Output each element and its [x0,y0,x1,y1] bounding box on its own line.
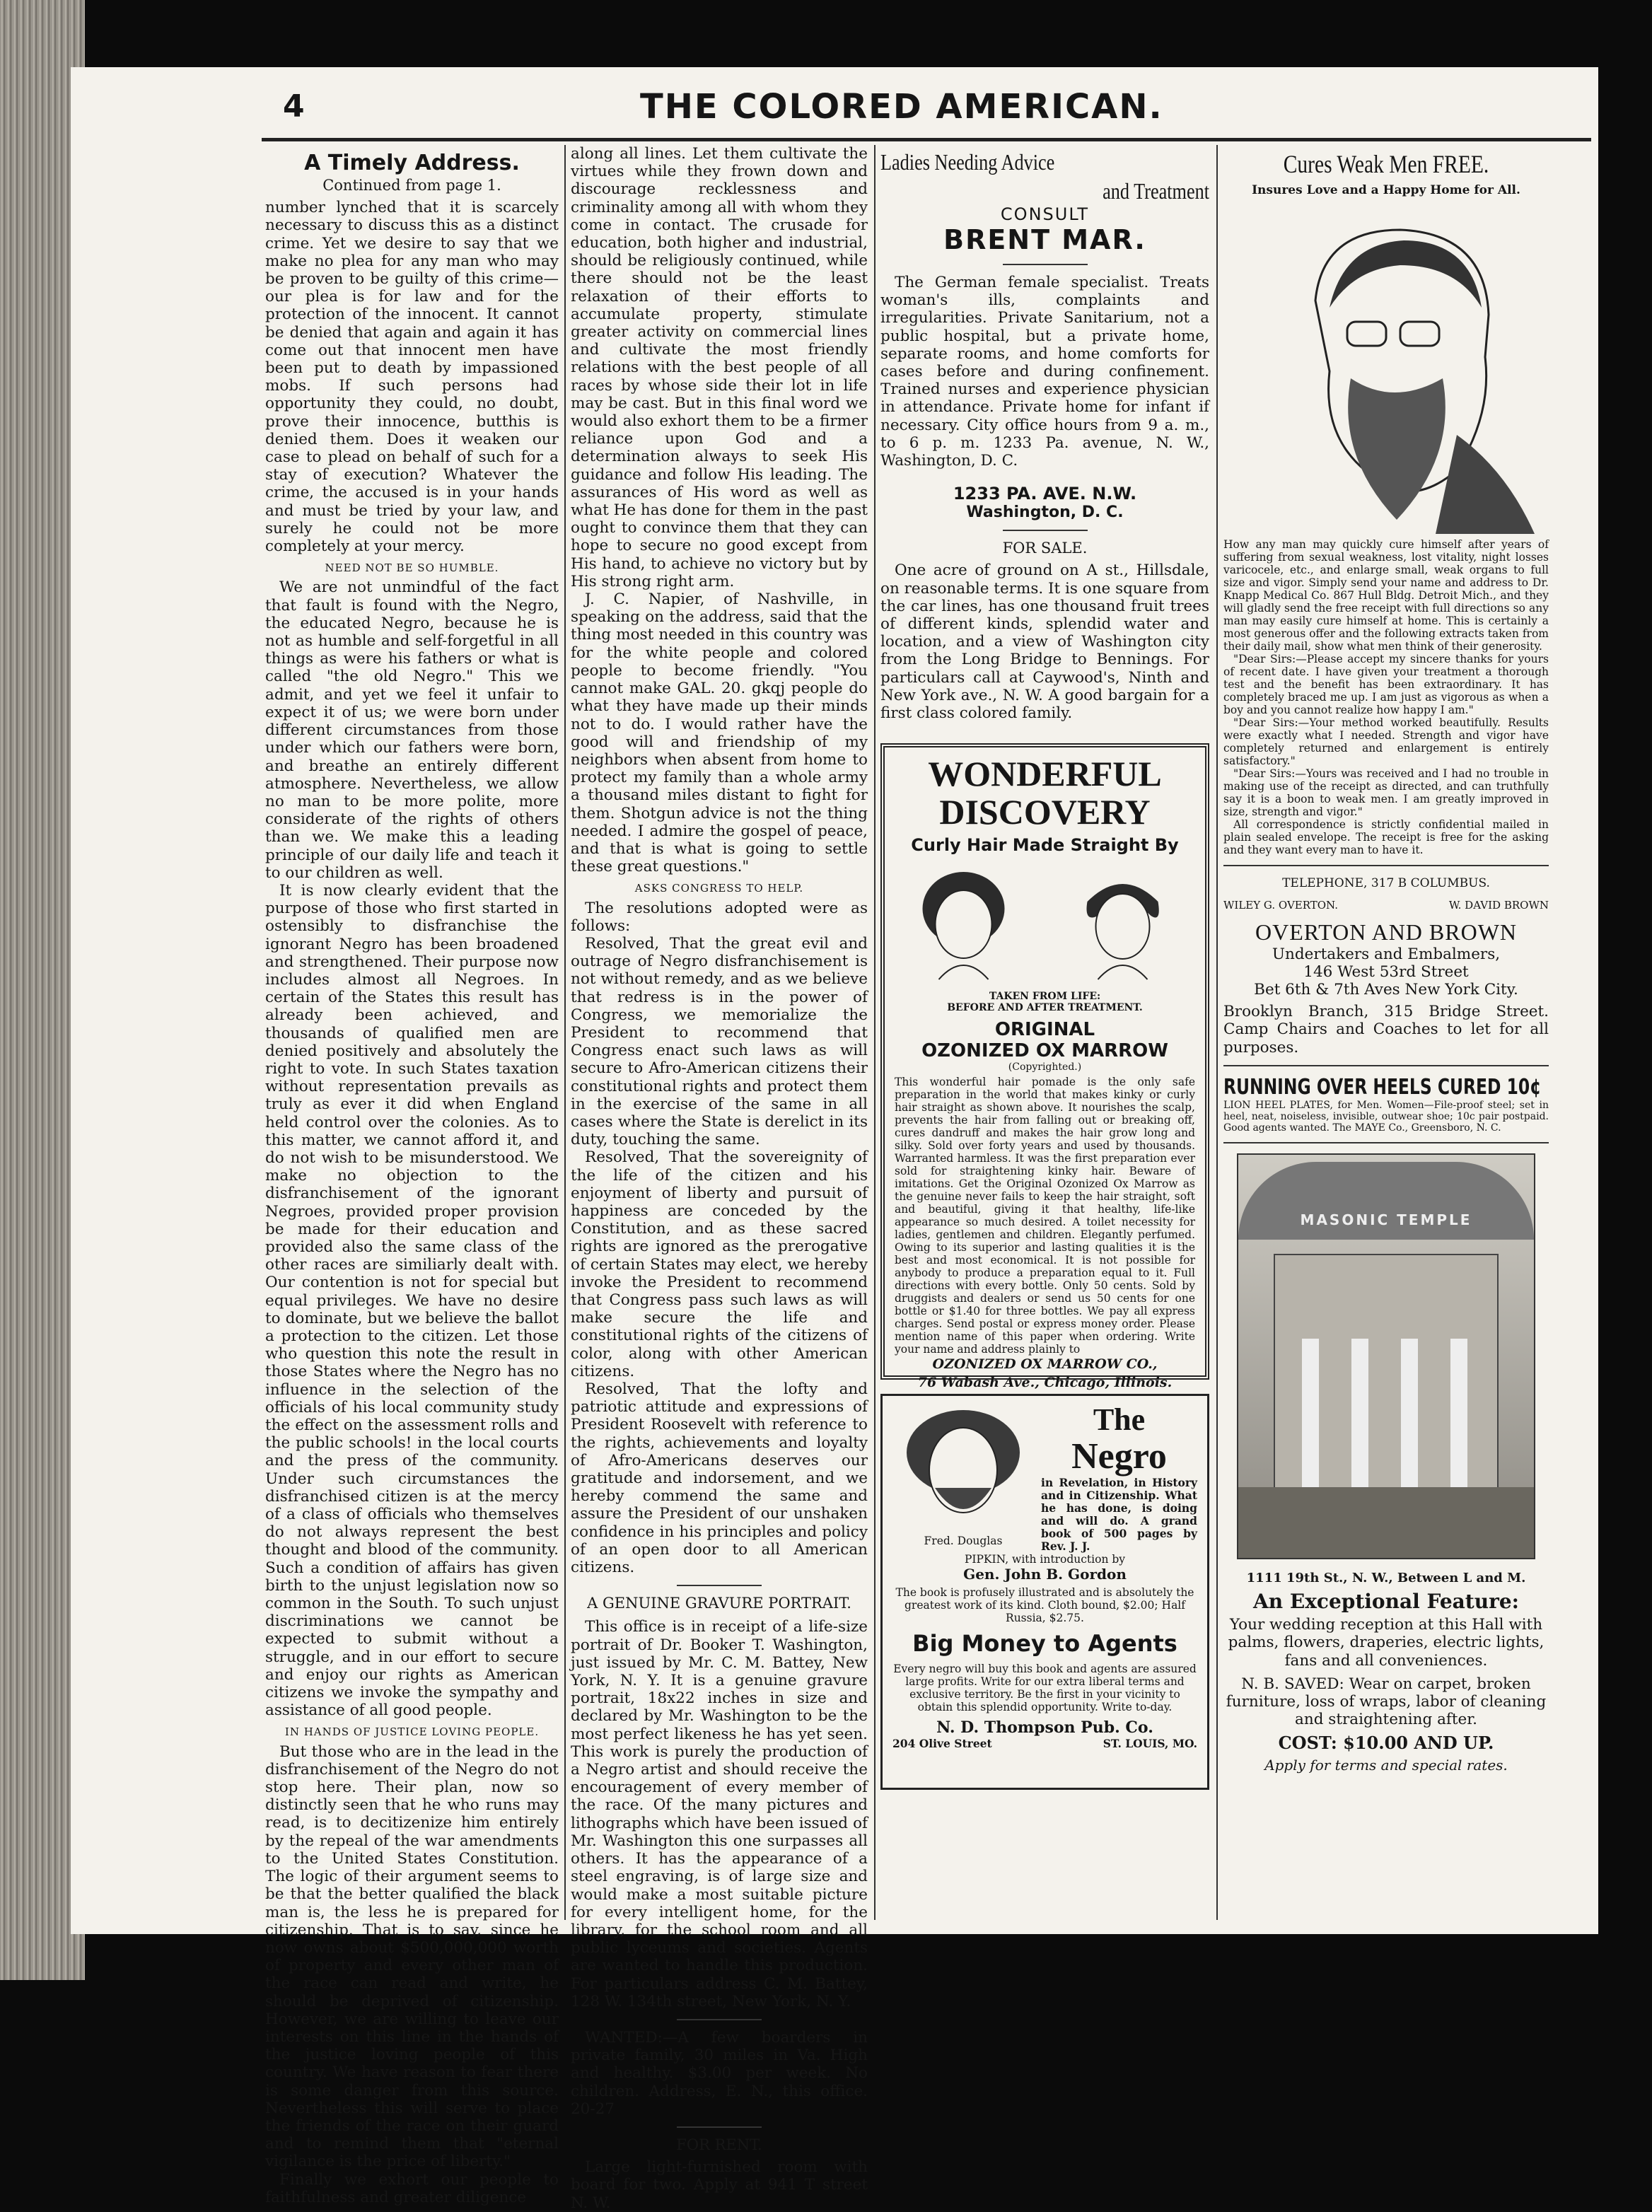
exceptional-heading: An Exceptional Feature: [1253,1590,1519,1614]
taken-from-life: TAKEN FROM LIFE: [989,991,1101,1003]
ozonized-company: OZONIZED OX MARROW CO., [932,1356,1158,1373]
masonic-temple-photo [1237,1153,1535,1559]
subheading: IN HANDS OF JUSTICE LOVING PEOPLE. [284,1725,540,1739]
newspaper-page [71,67,1598,2212]
negro-book-ad [880,1394,1209,1790]
gordon-line: Gen. John B. Gordon [963,1566,1127,1583]
discovery-heading: DISCOVERY [939,792,1151,832]
column-divider [874,145,876,1920]
column-1 [265,145,559,2206]
subheading: NEED NOT BE SO HUMBLE. [325,561,499,575]
ladies-line-2: and Treatment [1103,178,1209,204]
ozonized-name: OZONIZED OX MARROW [921,1040,1168,1062]
photo-sign: MASONIC TEMPLE [1300,1211,1472,1228]
divider [677,2019,762,2020]
before-after-caption: BEFORE AND AFTER TREATMENT. [947,1002,1143,1014]
original-label: ORIGINAL [994,1019,1095,1041]
resolution-paragraph: Resolved, That the lofty and patriotic attitude and expressions of President Roosevelt with reference to the rights, achievements and loyalty of Afro-Americans deserves our gratitude and indorsement, and we hereby commend the same and assure the President of our unshaken confidence in his principles and policy of an open door to all American citizens. [571,1380,868,1577]
divider [677,2126,762,2128]
article-paragraph: The resolutions adopted were as follows: [571,899,868,935]
ozonized-address: 76 Wabash Ave., Chicago, Illinois. [917,1374,1173,1390]
for-sale-notice: One acre of ground on A st., Hillsdale, on reasonable terms. It is one square from the car lines, has one thousand fruit trees of different kinds, splendid water and location, and a view of Washington city from the Long Bridge to Bennings. For particulars call at Caywood's, Ninth and New York ave., N. W. A good bargain for a first class colored family. [880,561,1209,723]
divider [677,1585,762,1586]
bet-line: Bet 6th & 7th Aves New York City. [1254,981,1518,999]
divider [1223,1142,1549,1143]
testimonial-3: "Dear Sirs:—Yours was received and I had no trouble in making use of the receipt as directed, and can truthfully say it is a boon to weak men. I am greatly improved in size, strength and vigor." [1223,767,1549,819]
article-paragraph: along all lines. Let them cultivate the virtues while they frown down and discourage recklessness and criminality among all with whom they come in contact. The crusade for education, both higher and industrial, should be religiously continued, while there should not be the least relaxation of their efforts to accumulate property, stimulate greater activity on commercial lines and cultivate the most friendly relations with the best people of all races by whose side their lot in life may be cast. But in this final word we would also exhort them to be a firmer reliance upon God and a determination always to seek His guidance and follow His leading. The assurances of His word as well as what He has done for them in the past ought to convince them that they can hope to secure no good except from His hand, to achieve no victory but by His strong right arm. [571,145,868,590]
hall-address: 1111 19th St., N. W., Between L and M. [1246,1570,1526,1585]
for-rent-notice: Large light-furnished room with board for two. Apply at 941 T street N. W. [571,2158,868,2212]
brent-mar-body: The German female specialist. Treats woman's ills, complaints and irregularities. Private Sanitarium, not a public hospital, but a private home, separate rooms, and home comforts for cases before and during confinement. Trained nurses and experience physician in attendance. Private home for infant if necessary. City office hours from 9 a. m., to 6 p. m. 1233 Pa. avenue, N. W., Washington, D. C. [880,274,1209,470]
testimonial-2: "Dear Sirs:—Your method worked beautifully. Results were exactly what I needed. Strength and vigor have completely returned and enlargement is entirely satisfactory." [1223,716,1549,768]
thompson-city: ST. LOUIS, MO. [1103,1736,1197,1750]
article-paragraph: It is now clearly evident that the purpose of those who first started in ostensibly to disfranchise the ignorant Negro has been broadened and strengthened. Their purpose now includes almost all Negroes. In certain of the States this result has already been achieved, and thousands of qualified men are denied positively and absolutely the right to vote. In such States taxation without representation prevails as truly as ever it did when England held control over the colonies. As to this matter, we cannot afford it, and do not wish to be misunderstood. We make no objection to the disfranchisement of the ignorant Negroes, provided proper provision be made for their education and provided also the same class of the other races are similiarly dealt with. Our contention is not for special but equal privileges. We have no desire to dominate, but we believe the ballot a protection to the citizen. Let those who question this note the result in those States where the Negro has no influence in the selection of the officials of his local community study the effect on the assessment rolls and the public schools! in the local courts and the press of the community. Under such circumstances the disfranchised citizen is at the mercy of a class of officials who themselves do not always represent the best thought and blood of the community. Such a condition of affairs has given birth to the unjust legislation now so common in the South. To such unjust discriminations we cannot be expected to submit without a struggle, and in our effort to secure and enjoy our rights as American citizens we invoke the sympathy and assistance of all good people. [265,881,559,1720]
brent-mar-ad [880,149,1209,521]
the-label: The [1093,1402,1146,1438]
insures-line: Insures Love and a Happy Home for All. [1252,183,1520,197]
confidential-note: All correspondence is strictly confidential mailed in plain sealed envelope. The receipt is free for the asking and they want every man to have it. [1223,818,1549,857]
street-line: 146 West 53rd Street [1303,962,1469,981]
pipkin-line: PIPKIN, with introduction by [964,1553,1126,1566]
divider [1003,530,1088,531]
divider [1223,1065,1549,1066]
for-rent-heading: FOR RENT. [676,2136,762,2153]
column-divider [1216,145,1218,1920]
wedding-body: Your wedding reception at this Hall with palms, flowers, draperies, electric lights, fans and all conveniences. [1228,1616,1545,1670]
negro-book-body: The book is profusely illustrated and is absolutely the greatest work of its kind. Cloth bound, $2.00; Half Russia, $2.75. [895,1586,1194,1625]
lion-body: LION HEEL PLATES, for Men. Women—File-proof steel; set in heel, neat, noiseless, invisible, outwear shoe; 10c pair postpaid. Good agents wanted. The MAYE Co., Greensboro, N. C. [1223,1099,1549,1134]
ozonized-body: This wonderful hair pomade is the only safe preparation in the world that makes kinky or curly hair straight as shown above. It nourishes the scalp, prevents the hair from falling out or breaking off, cures dandruff and makes the hair grow long and silky. Sold over forty years and used by thousands. Warranted harmless. It was the first preparation ever sold for straightening kinky hair. Beware of imitations. Get the Original Ozonized Ox Marrow as the genuine never fails to keep the hair straight, soft and beautiful, giving it that healthy, life-like appearance so much desired. A toilet necessity for ladies, gentlemen and children. Elegantly perfumed. Owing to its superior and lasting qualities it is the best and most economical. It is not possible for anybody to produce a preparation equal to it. Full directions with every bottle. Only 50 cents. Sold by druggists and dealers or send us 50 cents for one bottle or $1.40 for three bottles. We pay all express charges. Send postal or express money order. Please mention name of this paper when ordering. Write your name and address plainly to [895,1076,1195,1356]
telephone-line: TELEPHONE, 317 B COLUMBUS. [1282,876,1490,891]
divider [1003,264,1088,265]
ozonized-ox-marrow-ad [880,743,1209,1390]
lion-heel-ad [1223,1075,1549,1134]
brent-mar-address: 1233 PA. AVE. N.W. [953,484,1137,504]
douglass-portrait [892,1403,1034,1530]
cures-heading: Cures Weak Men FREE. [1283,150,1489,178]
wonderful-heading: WONDERFUL [928,754,1162,794]
column-3 [880,145,1209,1927]
big-money-heading: Big Money to Agents [912,1630,1177,1658]
consult-label: CONSULT [1000,204,1090,224]
cures-body: How any man may quickly cure himself after years of suffering from sexual weakness, lost vitality, night losses varicocele, etc., and enlarge small, weak organs to full size and vigor. Simply send your name and address to Dr. Knapp Medical Co. 867 Hull Bldg. Detroit Mich., and they will gladly send the free receipt with full directions so any man may easily cure himself at home. This is certainly a most generous offer and the following extracts taken from their daily mail, show what men think of their generosity. [1223,538,1549,653]
resolution-paragraph: Resolved, That the sovereignity of the life of the citizen and his enjoyment of liberty and pursuit of happiness are conceded by the Constitution, and as these sacred rights are ignored as the prerogative of certain States may elect, we hereby invoke the President to recommend that Congress pass such laws as will make secure the life and constitutional rights of the citizens of color, along with other American citizens. [571,1148,868,1380]
overton-brown-ad [1223,875,1549,1056]
negro-title: Negro [1071,1436,1167,1477]
for-sale-heading: FOR SALE. [1002,540,1088,557]
firm-name: OVERTON AND BROWN [1255,919,1518,945]
partner-brown: W. DAVID BROWN [1448,899,1549,912]
article-paragraph: But those who are in the lead in the disfranchisement of the Negro do not stop here. Their plan, now so distinctly seen that he who runs may read, is to decitizenize him entirely by the repeal of the war amendments to the United States Constitution. The logic of their argument seems to be that the better qualified the black man is, the less he is prepared for citizenship. That is to say, since he now owns about $500,000,000 worth of property and every other man of the race can read and write, he should be deprived of citizenship. However, we are willing to leave our interests on this line in the hands of the justice loving people of this country. We have reason to fear there is some danger from this source. Nevertheless this will serve to place the friends of the race on their guard and to remind them that "eternal vigilance is the price of liberty." [265,1742,559,2171]
paper-title: THE COLORED AMERICAN. [640,87,1163,127]
undertakers-line: Undertakers and Embalmers, [1272,945,1501,963]
douglass-caption: Fred. Douglas [924,1535,1003,1548]
gravure-heading: A GENUINE GRAVURE PORTRAIT. [587,1595,851,1612]
doctor-portrait [1223,202,1549,534]
running-heading: RUNNING OVER HEELS CURED 10¢ [1223,1074,1542,1100]
saved-body: N. B. SAVED: Wear on carpet, broken furniture, loss of wraps, labor of cleaning and straightening after. [1226,1675,1547,1729]
divider [1223,865,1549,866]
column-2 [571,145,868,2212]
article-paragraph: Finally we exhort our people to faithfulness and greater diligence [265,2170,559,2206]
thompson-street: 204 Olive Street [892,1736,992,1750]
brooklyn-line: Brooklyn Branch, 315 Bridge Street. Camp Chairs and Coaches to let for all purposes. [1223,1003,1549,1056]
column-divider [564,145,566,1920]
brent-mar-city: Washington, D. C. [966,503,1124,522]
negro-description: in Revelation, in History and in Citizenship. What he has done, is doing and will do. A grand book of 500 pages by Rev. J. J. [1041,1476,1197,1554]
continued-note: Continued from page 1. [322,177,501,194]
subheading: ASKS CONGRESS TO HELP. [634,882,804,895]
column-4 [1223,145,1549,1927]
testimonial-1: "Dear Sirs:—Please accept my sincere thanks for yours of recent date. I have given your treatment a thorough test and the benefit has been extraordinary. It has completely braced me up. I am just as vigorous as when a boy and you cannot realize how happy I am." [1223,653,1549,717]
gravure-paragraph: This office is in receipt of a life-size portrait of Dr. Booker T. Washington, just issued by Mr. C. M. Battey, New York, N. Y. It is a genuine gravure portrait, 18x22 inches in size and declared by Mr. Washington to be the most perfect likeness he has yet seen. This work is purely the production of a Negro artist and should receive the encouragement of every member of the race. Of the many pictures and lithographs which have been issued of Mr. Washington this one surpasses all others. It has the appearance of a steel engraving, is of large size and would make a most suitable picture for every intelligent home, for the library, for the school room and all public lyceums and societies. Agents are wanted to handle this production. For particulars address C. M. Battey, 128 W. 134th street, New York, N. Y. [571,1618,868,2010]
apply-line: Apply for terms and special rates. [1264,1756,1508,1774]
article-paragraph: J. C. Napier, of Nashville, in speaking on the address, said that the thing most needed in this country was for the white people and colored people to become friendly. "You cannot make GAL. 20. gkqj people do what they have made up their minds not to do. I would rather have the good will and friendship of my neighbors when absent from home to protect my family than a whole army a thousand miles distant to fight for them. Shotgun advice is not the thing needed. I admire the gospel of peace, and that is what is going to settle these great questions." [571,590,868,876]
masthead-rule [262,138,1591,141]
resolution-paragraph: Resolved, That the great evil and outrage of Negro disfranchisement is not without remedy, and as we believe that redress is in the power of Congress, we memorialize the President to recommend that Congress enact such laws as will secure to Afro-American citizens their constitutional rights and protect them in the exercise of the same in all cases where the State is derelict in its duty, touching the same. [571,934,868,1149]
wanted-notice: WANTED:—A few boarders in private family, 30 miles in Va. High and healthy. $3.00 per week. No children. Address, E. N., this office. 20-27 [571,2028,868,2118]
brent-mar-name: BRENT MAR. [943,224,1146,255]
partner-overton: WILEY G. OVERTON. [1223,899,1338,912]
article-paragraph: number lynched that it is scarcely necessary to discuss this as a distinct crime. Yet we desire to say that we make no plea for any man who may be proven to be guilty of this crime—our plea is for law and for the protection of the innocent. It cannot be denied that again and again it has come out that innocent men have been put to death by impassioned mobs. If such persons had opportunity they could, no doubt, prove their innocence, butthis is denied them. Does it weaken our case to plead on behalf of such for a stay of execution? Whatever the crime, the accused is in your hands and must be tried by your law, and surely he could not be more completely at your mercy. [265,199,559,556]
before-after-illustration [895,859,1195,986]
masthead [71,67,1598,145]
page-number: 4 [283,88,305,124]
agents-body: Every negro will buy this book and agents are assured large profits. Write for our extra liberal terms and exclusive territory. Be the first in your vicinity to obtain this splendid opportunity. Write to-day. [893,1663,1197,1714]
copyrighted-note: (Copyrighted.) [1008,1061,1082,1073]
curly-hair-line: Curly Hair Made Straight By [911,835,1179,856]
cost-line: COST: $10.00 AND UP. [1278,1733,1494,1754]
before-portrait [923,872,1005,979]
after-portrait [1087,884,1159,979]
ladies-line-1: Ladies Needing Advice [880,149,1055,175]
article-paragraph: We are not unmindful of the fact that fault is found with the Negro, the educated Negro, because he is not as humble and self-forgetful in all things as were his fathers or what is called "the old Negro." This we admit, and yet we feel it unfair to expect it of us; we were born under different circumstances from those under which our fathers were born, and breathe an entirely different atmosphere. Nevertheless, we allow no man to be more polite, more considerate of the rights of others than we. We make this a leading principle of our daily life and teach it to our children as well. [265,578,559,882]
article-heading: A Timely Address. [304,151,520,175]
thompson-name: N. D. Thompson Pub. Co. [936,1718,1153,1737]
